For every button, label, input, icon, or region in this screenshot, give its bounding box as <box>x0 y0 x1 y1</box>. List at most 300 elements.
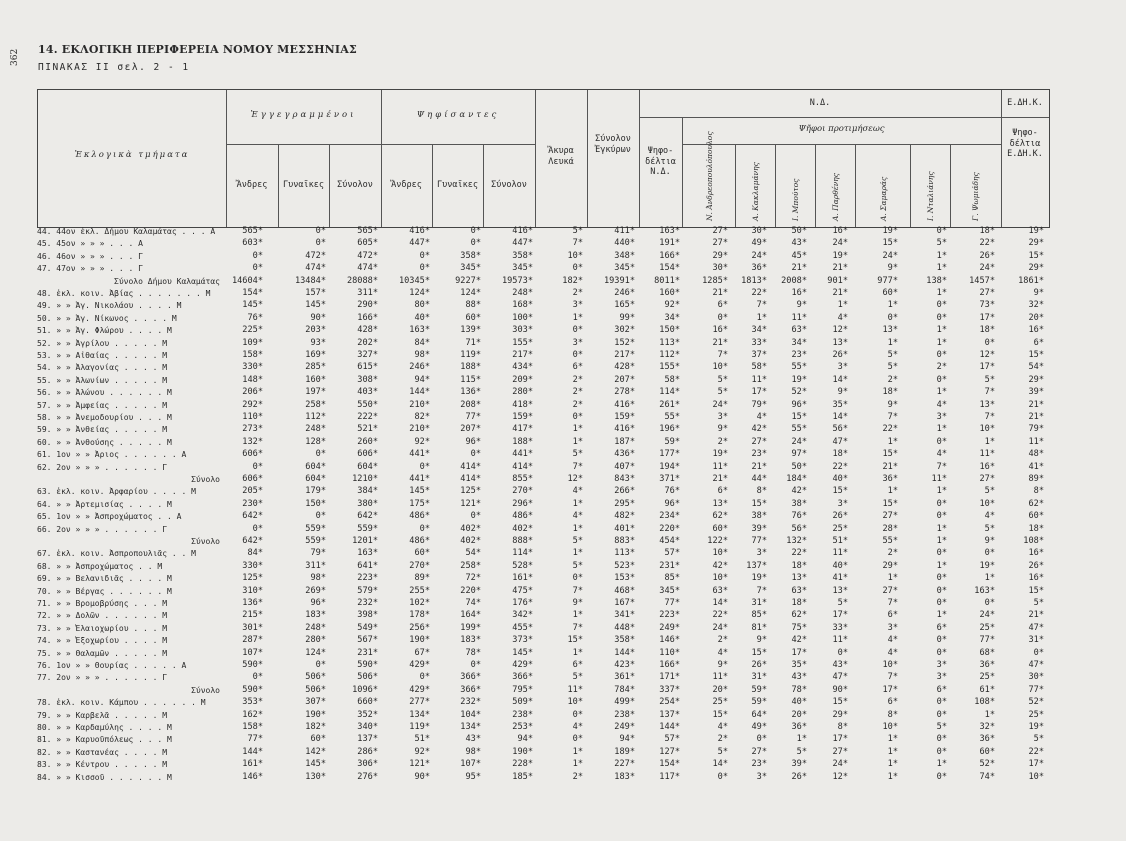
table-cell: 361* <box>614 672 635 683</box>
table-cell: 24* <box>979 263 995 274</box>
table-row <box>0 759 1060 770</box>
table-cell: 506* <box>305 672 326 683</box>
table-cell: 115* <box>460 374 481 385</box>
table-cell: 10* <box>712 362 728 373</box>
table-cell: 71* <box>465 337 481 348</box>
table-cell: 182* <box>305 722 326 732</box>
table-cell: 24* <box>882 250 898 261</box>
table-cell: 158* <box>242 350 263 360</box>
table-cell: 3* <box>837 498 848 509</box>
table-row <box>0 437 1060 448</box>
table-cell: 132* <box>786 536 807 546</box>
table-cell: 2* <box>572 288 583 298</box>
table-cell: 36* <box>751 263 767 274</box>
table-row <box>0 722 1060 733</box>
table-cell: 77* <box>465 412 481 422</box>
table-cell: 417* <box>512 424 533 435</box>
table-cell: 1* <box>936 288 947 298</box>
table-cell: 92* <box>414 746 430 757</box>
table-cell: 0* <box>572 325 583 336</box>
table-cell: 127* <box>659 746 680 757</box>
table-cell: 441* <box>409 474 430 484</box>
table-cell: 4* <box>717 647 728 658</box>
table-cell: 10* <box>567 697 583 708</box>
table-cell: 99* <box>619 312 635 323</box>
table-cell: 117* <box>659 771 680 782</box>
table-cell: 5* <box>837 598 848 608</box>
table-cell: 0* <box>936 436 947 447</box>
table-cell: 21* <box>832 288 848 298</box>
table-cell: 403* <box>357 387 378 398</box>
table-cell: 44* <box>751 474 767 484</box>
table-cell: 0* <box>936 635 947 646</box>
table-cell: 15* <box>832 486 848 497</box>
table-cell: 0* <box>936 598 947 608</box>
table-cell: 51* <box>414 734 430 745</box>
table-cell: 302* <box>614 325 635 336</box>
table-cell: 26* <box>979 250 995 261</box>
row-label: 62. 2ον » » » . . . . . . Γ <box>37 462 168 472</box>
table-cell: 75* <box>791 622 807 633</box>
table-cell: 429* <box>409 660 430 670</box>
table-cell: 31* <box>751 598 767 608</box>
table-cell: 506* <box>357 672 378 683</box>
table-cell: 5* <box>984 523 995 534</box>
table-cell: 352* <box>357 709 378 720</box>
table-cell: 1* <box>936 337 947 348</box>
table-cell: 77* <box>1028 684 1044 695</box>
table-cell: 238* <box>614 709 635 720</box>
table-cell: 108* <box>974 697 995 708</box>
table-cell: 29* <box>832 709 848 720</box>
table-cell: 41* <box>1028 461 1044 472</box>
table-cell: 48* <box>1028 449 1044 460</box>
table-cell: 7* <box>572 461 583 472</box>
table-cell: 2* <box>572 387 583 398</box>
table-cell: 190* <box>305 709 326 720</box>
table-cell: 150* <box>305 498 326 509</box>
table-cell: 795* <box>512 684 533 695</box>
table-cell: 19* <box>712 449 728 460</box>
table-cell: 6* <box>936 622 947 633</box>
table-cell: 238* <box>512 709 533 720</box>
row-label: 60. » » Ἀνθούσης . . . . . Μ <box>37 437 172 447</box>
table-cell: 0* <box>936 647 947 658</box>
table-cell: 341* <box>614 610 635 621</box>
table-cell: 604* <box>305 461 326 472</box>
table-cell: 1201* <box>352 536 378 546</box>
table-cell: 21* <box>1028 399 1044 410</box>
table-cell: 154* <box>242 288 263 298</box>
table-cell: 107* <box>460 759 481 770</box>
table-cell: 1* <box>887 771 898 782</box>
table-cell: 434* <box>512 362 533 373</box>
table-cell: 215* <box>242 610 263 621</box>
table-cell: 5* <box>1033 734 1044 745</box>
table-cell: 22* <box>751 288 767 298</box>
row-label: 65. 1ον » » Ἀσπροχώματος . . Α <box>37 512 182 522</box>
table-cell: 8* <box>887 709 898 720</box>
table-cell: 345* <box>614 263 635 274</box>
table-cell: 40* <box>414 312 430 323</box>
table-cell: 217* <box>512 350 533 360</box>
table-cell: 10* <box>712 573 728 584</box>
table-cell: 18* <box>832 449 848 460</box>
table-cell: 295* <box>614 498 635 509</box>
row-label: 47. 47ον » » » . . . Γ <box>37 264 143 274</box>
table-cell: 1* <box>936 424 947 435</box>
row-label: 44. 44ον ἐκλ. Δήμου Καλαμάτας . . . Α <box>37 227 216 236</box>
table-cell: 2008* <box>781 275 807 286</box>
table-cell: 30* <box>712 263 728 274</box>
table-cell: 0* <box>837 647 848 658</box>
table-cell: 3* <box>572 300 583 311</box>
table-cell: 13* <box>832 337 848 348</box>
table-cell: 163* <box>974 585 995 596</box>
table-cell: 161* <box>512 573 533 584</box>
table-cell: 17* <box>979 312 995 323</box>
table-cell: 1* <box>756 312 767 323</box>
table-row <box>0 710 1060 721</box>
table-cell: 15* <box>712 709 728 720</box>
table-cell: 43* <box>791 238 807 249</box>
table-cell: 0* <box>419 250 430 261</box>
table-cell: 9* <box>572 598 583 608</box>
row-label: 69. » » Βελανιδιᾶς . . . . Μ <box>37 574 172 584</box>
table-cell: 124* <box>305 647 326 658</box>
table-cell: 39* <box>1028 387 1044 398</box>
table-cell: 8011* <box>654 275 680 286</box>
table-cell: 125* <box>242 573 263 584</box>
row-label: 64. » » Ἀρτεμισίας . . . . Μ <box>37 499 172 509</box>
table-cell: 366* <box>460 684 481 695</box>
table-row <box>0 499 1060 510</box>
table-cell: 31* <box>1028 635 1044 646</box>
table-cell: 62* <box>791 610 807 621</box>
table-cell: 1* <box>936 250 947 261</box>
table-cell: 1* <box>572 746 583 757</box>
table-cell: 22* <box>832 461 848 472</box>
table-cell: 4* <box>984 511 995 522</box>
table-cell: 0* <box>887 312 898 323</box>
table-cell: 1096* <box>352 684 378 695</box>
table-cell: 146* <box>242 771 263 782</box>
table-cell: 290* <box>357 300 378 311</box>
table-cell: 358* <box>614 635 635 646</box>
table-cell: 179* <box>305 486 326 497</box>
table-cell: 5* <box>984 486 995 497</box>
table-cell: 296* <box>512 498 533 509</box>
table-cell: 167* <box>614 598 635 608</box>
table-cell: 3* <box>936 672 947 683</box>
table-cell: 16* <box>1028 548 1044 559</box>
table-cell: 1* <box>796 734 807 745</box>
table-cell: 17* <box>791 647 807 658</box>
table-cell: 977* <box>877 275 898 286</box>
table-cell: 308* <box>357 374 378 385</box>
table-cell: 96* <box>664 498 680 509</box>
table-cell: 94* <box>414 374 430 385</box>
sections-header: Ἐκλογικὰ τμήματα <box>74 150 190 160</box>
table-cell: 1* <box>936 560 947 571</box>
table-cell: 306* <box>357 759 378 770</box>
table-cell: 7* <box>756 585 767 596</box>
table-cell: 68* <box>979 647 995 658</box>
table-cell: 84* <box>247 548 263 559</box>
row-label: 59. » » Ἀνθείας . . . . . Μ <box>37 425 168 435</box>
table-cell: 22* <box>979 238 995 249</box>
table-cell: 0* <box>419 461 430 472</box>
table-cell: 499* <box>614 697 635 708</box>
row-label: 81. » » Καρυοῦπόλεως . . . Μ <box>37 735 172 745</box>
table-cell: 605* <box>357 238 378 249</box>
table-cell: 24* <box>791 436 807 447</box>
table-cell: 0* <box>572 412 583 422</box>
table-cell: 29* <box>882 560 898 571</box>
table-row <box>0 610 1060 621</box>
table-cell: 34* <box>664 312 680 323</box>
nd-header: Ν.Δ. <box>809 98 831 108</box>
table-cell: 0* <box>984 337 995 348</box>
table-cell: 6* <box>936 684 947 695</box>
row-label: 68. » » Ἀσπροχώματος . . Μ <box>37 561 163 571</box>
table-cell: 579* <box>357 585 378 596</box>
table-cell: 210* <box>409 399 430 410</box>
table-row <box>0 747 1060 758</box>
table-cell: 1* <box>936 263 947 274</box>
table-cell: 260* <box>357 436 378 447</box>
table-cell: 3* <box>936 660 947 670</box>
voters-header: Ψηφίσαντες <box>416 110 500 120</box>
table-cell: 642* <box>242 511 263 522</box>
table-cell: 10* <box>567 250 583 261</box>
table-cell: 0* <box>572 709 583 720</box>
table-cell: 60* <box>465 312 481 323</box>
table-row <box>0 325 1060 336</box>
table-row <box>0 300 1060 311</box>
table-cell: 90* <box>832 684 848 695</box>
table-cell: 5* <box>572 536 583 546</box>
table-cell: 2* <box>887 548 898 559</box>
row-label: 79. » » Καρβελᾶ . . . . . Μ <box>37 710 168 720</box>
table-cell: 0* <box>936 771 947 782</box>
registered-women-header: Γυναῖκες <box>283 180 324 190</box>
table-cell: 15* <box>567 635 583 646</box>
table-cell: 1* <box>887 486 898 497</box>
table-cell: 660* <box>357 697 378 708</box>
table-cell: 19* <box>791 374 807 385</box>
row-label: 72. » » Δολῶν . . . . . . Μ <box>37 611 168 621</box>
table-cell: 310* <box>242 585 263 596</box>
table-cell: 1* <box>887 759 898 770</box>
row-label: 57. » » Ἀμφείας . . . . . Μ <box>37 400 168 410</box>
table-row <box>0 573 1060 584</box>
table-cell: 207* <box>614 374 635 385</box>
table-cell: 4* <box>717 722 728 732</box>
table-cell: 38* <box>791 498 807 509</box>
table-cell: 1* <box>887 337 898 348</box>
table-cell: 423* <box>614 660 635 670</box>
table-cell: 92* <box>414 436 430 447</box>
table-cell: 62* <box>1028 498 1044 509</box>
table-cell: 7* <box>717 350 728 360</box>
row-label: 51. » » Ἁγ. Φλώρου . . . . Μ <box>37 326 172 336</box>
table-cell: 76* <box>247 312 263 323</box>
table-cell: 210* <box>409 424 430 435</box>
table-cell: 27* <box>882 585 898 596</box>
table-cell: 1* <box>936 486 947 497</box>
table-cell: 901* <box>827 275 848 286</box>
table-cell: 29* <box>712 250 728 261</box>
table-cell: 98* <box>414 350 430 360</box>
table-cell: 64* <box>751 709 767 720</box>
table-cell: 55* <box>791 424 807 435</box>
table-cell: 337* <box>659 684 680 695</box>
table-cell: 9* <box>796 300 807 311</box>
table-cell: 155* <box>512 337 533 348</box>
table-cell: 340* <box>357 722 378 732</box>
table-cell: 205* <box>242 486 263 497</box>
table-cell: 278* <box>614 387 635 398</box>
table-cell: 145* <box>305 759 326 770</box>
table-cell: 1* <box>887 300 898 311</box>
table-cell: 227* <box>614 759 635 770</box>
table-cell: 96* <box>310 598 326 608</box>
table-row <box>0 412 1060 423</box>
table-cell: 183* <box>305 610 326 621</box>
row-label: Σύνολο <box>191 537 220 546</box>
table-cell: 7* <box>984 412 995 422</box>
table-cell: 16* <box>832 226 848 236</box>
table-cell: 114* <box>659 387 680 398</box>
table-cell: 1* <box>936 387 947 398</box>
table-cell: 1* <box>936 536 947 546</box>
table-cell: 10345* <box>398 275 430 286</box>
table-cell: 19* <box>882 226 898 236</box>
table-cell: 36* <box>791 722 807 732</box>
table-row <box>0 400 1060 411</box>
table-cell: 85* <box>664 573 680 584</box>
table-cell: 207* <box>460 424 481 435</box>
table-row <box>0 548 1060 559</box>
table-cell: 10* <box>882 722 898 732</box>
table-cell: 287* <box>242 635 263 646</box>
table-cell: 1* <box>984 436 995 447</box>
table-cell: 606* <box>242 474 263 484</box>
table-cell: 25* <box>832 523 848 534</box>
table-cell: 642* <box>357 511 378 522</box>
table-cell: 27* <box>979 474 995 484</box>
table-cell: 203* <box>305 325 326 336</box>
table-cell: 1* <box>572 610 583 621</box>
table-cell: 6* <box>717 486 728 497</box>
table-cell: 128* <box>305 436 326 447</box>
table-cell: 17* <box>832 734 848 745</box>
table-cell: 163* <box>659 226 680 236</box>
table-cell: 249* <box>614 722 635 732</box>
table-cell: 21* <box>712 337 728 348</box>
table-cell: 29* <box>1028 263 1044 274</box>
table-cell: 27* <box>751 746 767 757</box>
table-cell: 447* <box>512 238 533 249</box>
table-cell: 28* <box>882 523 898 534</box>
table-cell: 258* <box>305 399 326 410</box>
table-cell: 436* <box>614 449 635 460</box>
table-cell: 253* <box>512 722 533 732</box>
table-cell: 606* <box>242 449 263 460</box>
table-cell: 843* <box>614 474 635 484</box>
invalid-header: Ἄκυρα Λευκά <box>548 146 574 167</box>
table-cell: 26* <box>832 511 848 522</box>
table-cell: 7* <box>936 461 947 472</box>
table-cell: 2* <box>936 362 947 373</box>
table-cell: 79* <box>1028 424 1044 435</box>
table-cell: 137* <box>659 709 680 720</box>
table-cell: 4* <box>936 399 947 410</box>
table-cell: 23* <box>751 449 767 460</box>
table-row <box>0 635 1060 646</box>
table-cell: 5* <box>936 238 947 249</box>
table-cell: 0* <box>936 585 947 596</box>
table-cell: 0* <box>936 548 947 559</box>
table-cell: 888* <box>512 536 533 546</box>
table-cell: 21* <box>712 474 728 484</box>
page-number: 362 <box>10 48 20 66</box>
edik-votes-header: Ψηφο-δέλτια Ε.ΔΗ.Κ. <box>1007 128 1043 160</box>
table-cell: 3* <box>572 337 583 348</box>
table-cell: 137* <box>746 560 767 571</box>
table-cell: 280* <box>305 635 326 646</box>
table-cell: 38* <box>751 511 767 522</box>
table-cell: 136* <box>242 598 263 608</box>
table-cell: 590* <box>242 660 263 670</box>
table-cell: 3* <box>887 622 898 633</box>
table-cell: 36* <box>979 660 995 670</box>
table-cell: 0* <box>470 511 481 522</box>
table-row <box>0 685 1060 696</box>
table-cell: 5* <box>936 722 947 732</box>
table-cell: 157* <box>305 288 326 298</box>
table-cell: 168* <box>512 300 533 311</box>
table-cell: 39* <box>791 759 807 770</box>
table-cell: 160* <box>305 374 326 385</box>
table-cell: 13* <box>979 399 995 410</box>
table-cell: 440* <box>614 238 635 249</box>
table-cell: 0* <box>572 734 583 745</box>
table-cell: 21* <box>832 263 848 274</box>
table-cell: 28088* <box>346 275 378 286</box>
table-cell: 39* <box>751 523 767 534</box>
table-cell: 0* <box>315 226 326 236</box>
table-cell: 11* <box>832 635 848 646</box>
edik-header: Ε.ΔΗ.Κ. <box>1007 98 1043 108</box>
table-cell: 33* <box>751 337 767 348</box>
table-cell: 384* <box>357 486 378 497</box>
table-cell: 90* <box>310 312 326 323</box>
table-cell: 416* <box>614 399 635 410</box>
table-cell: 11* <box>712 672 728 683</box>
table-cell: 231* <box>659 560 680 571</box>
table-cell: 345* <box>512 263 533 274</box>
table-cell: 7* <box>572 238 583 249</box>
table-cell: 1457* <box>969 275 995 286</box>
table-cell: 25* <box>712 697 728 708</box>
table-row <box>0 387 1060 398</box>
table-cell: 0* <box>315 238 326 249</box>
table-cell: 24* <box>712 399 728 410</box>
table-cell: 0* <box>984 598 995 608</box>
table-cell: 102* <box>409 598 430 608</box>
